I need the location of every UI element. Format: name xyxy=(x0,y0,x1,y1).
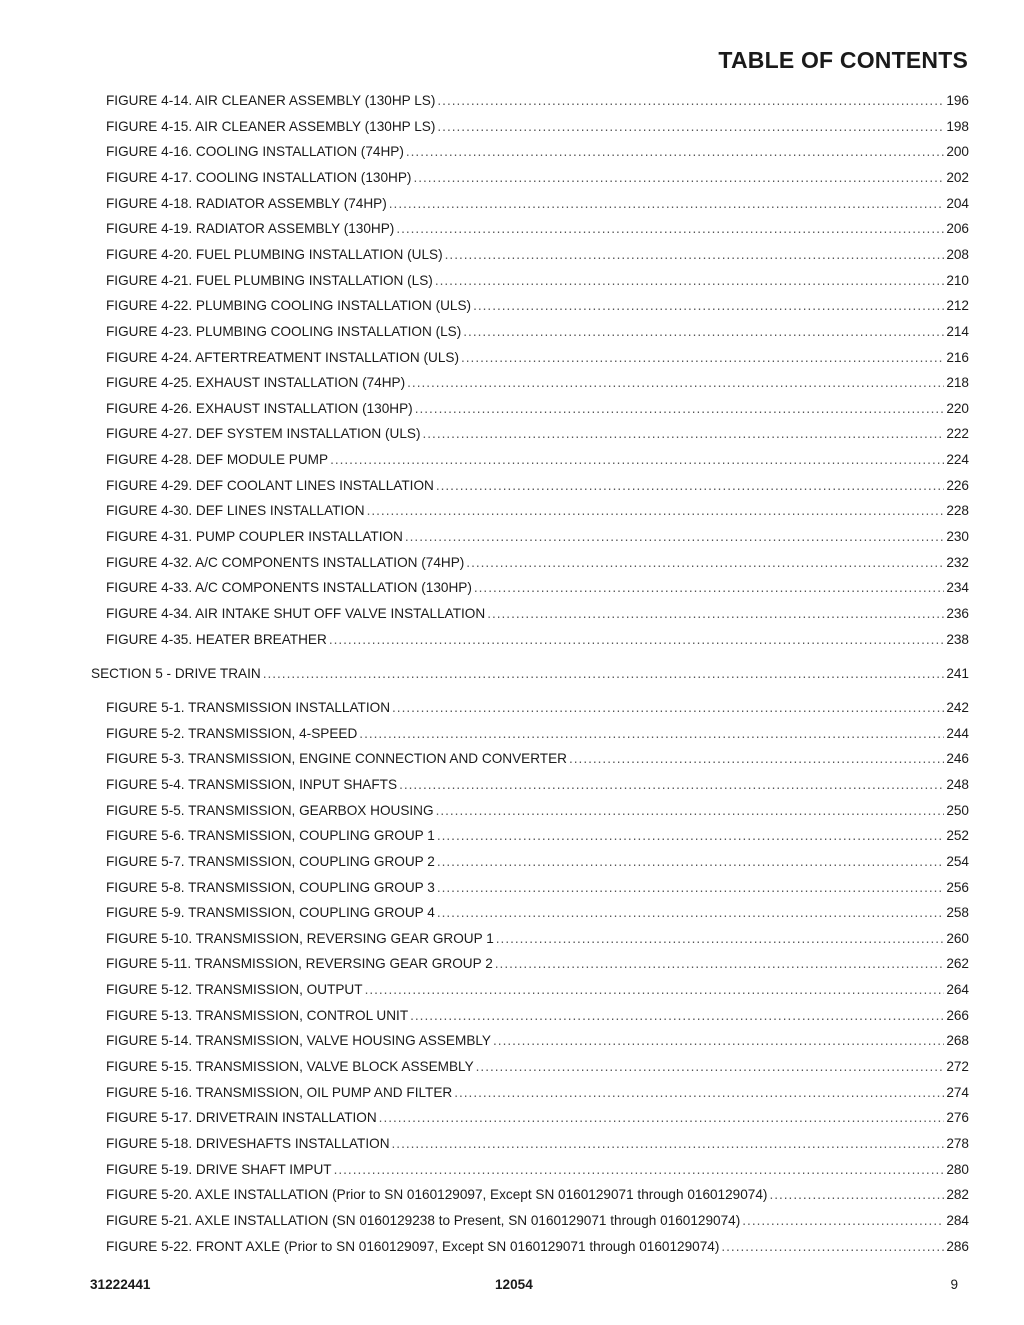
toc-entry-label: FIGURE 5-6. TRANSMISSION, COUPLING GROUP 1 xyxy=(106,828,435,844)
toc-figure-entry[interactable] xyxy=(106,1032,969,1050)
toc-dot-leader xyxy=(495,955,945,973)
toc-figure-entry[interactable] xyxy=(106,143,969,161)
toc-entry-page: 222 xyxy=(946,426,969,442)
toc-entry-label: FIGURE 5-11. TRANSMISSION, REVERSING GEAR GROUP 2 xyxy=(106,956,493,972)
toc-figure-entry[interactable] xyxy=(106,802,969,820)
toc-entry-page: 241 xyxy=(946,665,969,681)
toc-figure-entry[interactable] xyxy=(106,477,969,495)
toc-dot-leader xyxy=(405,528,944,546)
toc-entry-page: 262 xyxy=(946,956,969,972)
toc-entry-page: 216 xyxy=(946,349,969,365)
toc-entry-page: 208 xyxy=(946,246,969,262)
toc-figure-entry[interactable] xyxy=(106,579,969,597)
toc-entry-page: 254 xyxy=(946,853,969,869)
toc-figure-entry[interactable] xyxy=(106,1058,969,1076)
toc-entry-page: 204 xyxy=(946,195,969,211)
toc-entry-page: 232 xyxy=(946,554,969,570)
toc-dot-leader xyxy=(466,554,944,572)
toc-dot-leader xyxy=(487,605,944,623)
toc-entry-label: FIGURE 5-15. TRANSMISSION, VALVE BLOCK ASSEMBLY xyxy=(106,1059,474,1075)
toc-entry-label: FIGURE 5-17. DRIVETRAIN INSTALLATION xyxy=(106,1110,377,1126)
toc-entry-label: FIGURE 4-29. DEF COOLANT LINES INSTALLATION xyxy=(106,477,434,493)
toc-figure-entry[interactable] xyxy=(106,955,969,973)
toc-entry-page: 230 xyxy=(946,529,969,545)
toc-dot-leader xyxy=(379,1109,945,1127)
toc-entry-label: SECTION 5 - DRIVE TRAIN xyxy=(91,665,261,681)
toc-entry-page: 268 xyxy=(946,1033,969,1049)
footer-document-number: 31222441 xyxy=(90,1277,151,1292)
toc-entry-page: 196 xyxy=(946,93,969,108)
toc-entry-page: 236 xyxy=(946,606,969,621)
toc-entry-page: 224 xyxy=(946,452,969,468)
toc-entry-label: FIGURE 4-21. FUEL PLUMBING INSTALLATION (LS) xyxy=(106,272,433,288)
toc-dot-leader xyxy=(396,220,944,238)
toc-dot-leader xyxy=(473,297,944,315)
toc-entry-page: 276 xyxy=(946,1110,969,1126)
toc-entry-page: 252 xyxy=(946,828,969,844)
toc-dot-leader xyxy=(437,904,944,922)
toc-dot-leader xyxy=(399,776,944,794)
toc-figure-entry[interactable] xyxy=(106,502,969,520)
toc-dot-leader xyxy=(334,1161,945,1179)
toc-entry-label: FIGURE 5-13. TRANSMISSION, CONTROL UNIT xyxy=(106,1007,409,1023)
toc-dot-leader xyxy=(367,502,945,520)
toc-entry-page: 246 xyxy=(946,751,969,767)
toc-entry-label: FIGURE 4-28. DEF MODULE PUMP xyxy=(106,452,329,468)
toc-entry-page: 274 xyxy=(946,1084,969,1100)
toc-entry-page: 228 xyxy=(946,503,969,519)
toc-dot-leader xyxy=(415,400,945,418)
toc-figure-entry[interactable] xyxy=(106,631,969,649)
toc-figure-entry[interactable] xyxy=(106,323,969,341)
toc-entry-page: 206 xyxy=(946,221,969,237)
toc-figure-entry[interactable] xyxy=(106,930,969,948)
toc-entry-page: 284 xyxy=(946,1212,969,1228)
toc-entry-label: FIGURE 5-14. TRANSMISSION, VALVE HOUSING ASSEMBLY xyxy=(106,1033,492,1049)
toc-entry-label: FIGURE 5-10. TRANSMISSION, REVERSING GEAR GROUP 1 xyxy=(106,930,494,946)
toc-dot-leader xyxy=(329,631,945,649)
toc-figure-entry[interactable] xyxy=(106,981,969,999)
toc-figure-entry[interactable] xyxy=(106,1109,969,1127)
toc-entry-page: 272 xyxy=(946,1059,969,1075)
toc-figure-entry[interactable] xyxy=(106,169,969,187)
toc-entry-page: 278 xyxy=(946,1136,969,1151)
toc-figure-entry[interactable] xyxy=(106,699,969,717)
toc-dot-leader xyxy=(392,699,944,717)
toc-entry-page: 260 xyxy=(946,930,969,946)
toc-figure-entry[interactable] xyxy=(106,1135,969,1153)
toc-figure-entry[interactable] xyxy=(106,1212,969,1230)
toc-figure-entry[interactable] xyxy=(106,220,969,238)
toc-dot-leader xyxy=(496,930,945,948)
toc-figure-entry[interactable] xyxy=(106,879,969,897)
toc-entry-label: FIGURE 4-15. AIR CLEANER ASSEMBLY (130HP LS) xyxy=(106,118,436,134)
toc-entry-label: FIGURE 5-21. AXLE INSTALLATION (SN 0160129238 to Present, SN 0160129071 through 0160129074) xyxy=(106,1212,741,1228)
toc-dot-leader xyxy=(330,451,944,469)
toc-dot-leader xyxy=(435,272,944,290)
toc-entry-page: 210 xyxy=(946,272,969,288)
toc-dot-leader xyxy=(742,1212,944,1230)
toc-entry-page: 280 xyxy=(946,1161,969,1177)
toc-dot-leader xyxy=(437,118,944,136)
toc-entry-label: FIGURE 4-20. FUEL PLUMBING INSTALLATION (ULS) xyxy=(106,246,443,262)
toc-entry-page: 242 xyxy=(946,699,969,715)
toc-dot-leader xyxy=(263,665,945,683)
toc-entry-label: FIGURE 5-19. DRIVE SHAFT IMPUT xyxy=(106,1161,332,1177)
toc-figure-entry[interactable] xyxy=(106,195,969,213)
toc-entry-page: 282 xyxy=(946,1187,969,1203)
toc-entry-label: FIGURE 5-5. TRANSMISSION, GEARBOX HOUSING xyxy=(106,802,434,818)
toc-dot-leader xyxy=(413,169,944,187)
toc-figure-entry[interactable] xyxy=(106,92,969,110)
toc-entry-page: 250 xyxy=(946,802,969,818)
toc-figure-entry[interactable] xyxy=(106,528,969,546)
toc-entry-label: FIGURE 5-18. DRIVESHAFTS INSTALLATION xyxy=(106,1136,390,1151)
toc-dot-leader xyxy=(437,879,944,897)
toc-entry-page: 258 xyxy=(946,905,969,921)
toc-entry-label: FIGURE 4-14. AIR CLEANER ASSEMBLY (130HP LS) xyxy=(106,93,436,108)
toc-figure-entry[interactable] xyxy=(106,904,969,922)
toc-figure-entry[interactable] xyxy=(106,1186,969,1204)
toc-dot-leader xyxy=(454,1084,944,1102)
toc-entry-label: FIGURE 4-17. COOLING INSTALLATION (130HP) xyxy=(106,169,412,185)
toc-entry-label: FIGURE 5-2. TRANSMISSION, 4-SPEED xyxy=(106,725,358,741)
toc-entry-page: 212 xyxy=(946,298,969,314)
toc-entry-page: 266 xyxy=(946,1007,969,1023)
toc-entry-label: FIGURE 4-35. HEATER BREATHER xyxy=(106,631,327,647)
toc-entry-page: 220 xyxy=(946,400,969,416)
toc-entry-page: 226 xyxy=(946,477,969,493)
toc-entry-label: FIGURE 4-31. PUMP COUPLER INSTALLATION xyxy=(106,529,403,545)
toc-entry-label: FIGURE 5-1. TRANSMISSION INSTALLATION xyxy=(106,699,391,715)
toc-entry-label: FIGURE 4-25. EXHAUST INSTALLATION (74HP) xyxy=(106,375,406,391)
toc-entry-label: FIGURE 4-32. A/C COMPONENTS INSTALLATION (74HP) xyxy=(106,554,465,570)
toc-entry-label: FIGURE 4-34. AIR INTAKE SHUT OFF VALVE INSTALLATION xyxy=(106,606,486,621)
toc-figure-entry[interactable] xyxy=(106,750,969,768)
toc-dot-leader xyxy=(436,802,945,820)
toc-entry-page: 238 xyxy=(946,631,969,647)
toc-figure-entry[interactable] xyxy=(106,853,969,871)
toc-entry-label: FIGURE 4-30. DEF LINES INSTALLATION xyxy=(106,503,365,519)
toc-entry-label: FIGURE 4-19. RADIATOR ASSEMBLY (130HP) xyxy=(106,221,395,237)
toc-figure-entry[interactable] xyxy=(106,725,969,743)
toc-figure-entry[interactable] xyxy=(106,554,969,572)
toc-entry-label: FIGURE 5-12. TRANSMISSION, OUTPUT xyxy=(106,982,363,998)
toc-figure-entry[interactable] xyxy=(106,776,969,794)
toc-entry-label: FIGURE 4-27. DEF SYSTEM INSTALLATION (ULS) xyxy=(106,426,421,442)
toc-entry-page: 264 xyxy=(946,982,969,998)
toc-figure-entry[interactable] xyxy=(106,297,969,315)
toc-dot-leader xyxy=(389,195,945,213)
toc-entry-label: FIGURE 5-3. TRANSMISSION, ENGINE CONNECTION AND CONVERTER xyxy=(106,751,567,767)
toc-dot-leader xyxy=(406,143,944,161)
toc-dot-leader xyxy=(392,1135,945,1153)
toc-figure-entry[interactable] xyxy=(106,827,969,845)
toc-figure-entry[interactable] xyxy=(106,1007,969,1025)
toc-entry-page: 234 xyxy=(946,580,969,596)
toc-figure-entry[interactable] xyxy=(106,605,969,623)
toc-dot-leader xyxy=(437,92,944,110)
toc-entry-label: FIGURE 5-4. TRANSMISSION, INPUT SHAFTS xyxy=(106,776,398,792)
toc-entry-label: FIGURE 5-7. TRANSMISSION, COUPLING GROUP 2 xyxy=(106,853,435,869)
toc-dot-leader xyxy=(721,1238,944,1256)
toc-entry-label: FIGURE 4-23. PLUMBING COOLING INSTALLATION (LS) xyxy=(106,323,462,339)
toc-entry-page: 218 xyxy=(946,375,969,391)
toc-dot-leader xyxy=(422,425,944,443)
toc-figure-entry[interactable] xyxy=(106,425,969,443)
toc-entry-label: FIGURE 5-20. AXLE INSTALLATION (Prior to SN 0160129097, Except SN 0160129071 through 0160129074) xyxy=(106,1187,768,1203)
toc-entry-label: FIGURE 4-16. COOLING INSTALLATION (74HP) xyxy=(106,144,404,160)
toc-entry-page: 202 xyxy=(946,169,969,185)
toc-entry-page: 256 xyxy=(946,879,969,895)
toc-entry-label: FIGURE 5-22. FRONT AXLE (Prior to SN 0160129097, Except SN 0160129071 through 0160129074) xyxy=(106,1238,720,1254)
toc-figure-entry[interactable] xyxy=(106,374,969,392)
toc-entry-label: FIGURE 4-22. PLUMBING COOLING INSTALLATION (ULS) xyxy=(106,298,472,314)
toc-figure-entry[interactable] xyxy=(106,451,969,469)
toc-dot-leader xyxy=(410,1007,944,1025)
toc-entry-label: FIGURE 4-33. A/C COMPONENTS INSTALLATION (130HP) xyxy=(106,580,472,596)
toc-figure-entry[interactable] xyxy=(106,1084,969,1102)
toc-dot-leader xyxy=(474,579,944,597)
toc-entry-page: 286 xyxy=(946,1238,969,1254)
toc-entry-label: FIGURE 4-24. AFTERTREATMENT INSTALLATION (ULS) xyxy=(106,349,459,365)
toc-figure-entry[interactable] xyxy=(106,246,969,264)
toc-entry-label: FIGURE 5-9. TRANSMISSION, COUPLING GROUP 4 xyxy=(106,905,435,921)
toc-entry-page: 200 xyxy=(946,144,969,160)
toc-figure-entry[interactable] xyxy=(106,349,969,367)
toc-dot-leader xyxy=(461,349,944,367)
toc-section-entry[interactable] xyxy=(91,665,969,683)
toc-dot-leader xyxy=(436,477,944,495)
toc-dot-leader xyxy=(437,827,944,845)
toc-figure-entry[interactable] xyxy=(106,1238,969,1256)
toc-figure-entry[interactable] xyxy=(106,118,969,136)
footer-page-number: 9 xyxy=(950,1277,958,1292)
toc-dot-leader xyxy=(359,725,944,743)
toc-dot-leader xyxy=(365,981,945,999)
toc-dot-leader xyxy=(407,374,944,392)
toc-figure-entry[interactable] xyxy=(106,272,969,290)
toc-entry-label: FIGURE 5-8. TRANSMISSION, COUPLING GROUP 3 xyxy=(106,879,435,895)
toc-dot-leader xyxy=(569,750,944,768)
toc-entry-label: FIGURE 5-16. TRANSMISSION, OIL PUMP AND FILTER xyxy=(106,1084,453,1100)
footer-model-number: 12054 xyxy=(495,1277,533,1292)
toc-entry-page: 244 xyxy=(946,725,969,741)
toc-dot-leader xyxy=(476,1058,945,1076)
toc-dot-leader xyxy=(437,853,944,871)
toc-dot-leader xyxy=(769,1186,944,1204)
toc-dot-leader xyxy=(493,1032,944,1050)
toc-entry-label: FIGURE 4-26. EXHAUST INSTALLATION (130HP) xyxy=(106,400,413,416)
page-title: TABLE OF CONTENTS xyxy=(718,47,968,73)
toc-dot-leader xyxy=(445,246,945,264)
toc-entry-page: 214 xyxy=(946,323,969,339)
toc-figure-entry[interactable] xyxy=(106,400,969,418)
toc-entry-page: 248 xyxy=(946,776,969,792)
toc-dot-leader xyxy=(463,323,944,341)
toc-entry-label: FIGURE 4-18. RADIATOR ASSEMBLY (74HP) xyxy=(106,195,387,211)
toc-figure-entry[interactable] xyxy=(106,1161,969,1179)
toc-entry-page: 198 xyxy=(946,118,969,134)
